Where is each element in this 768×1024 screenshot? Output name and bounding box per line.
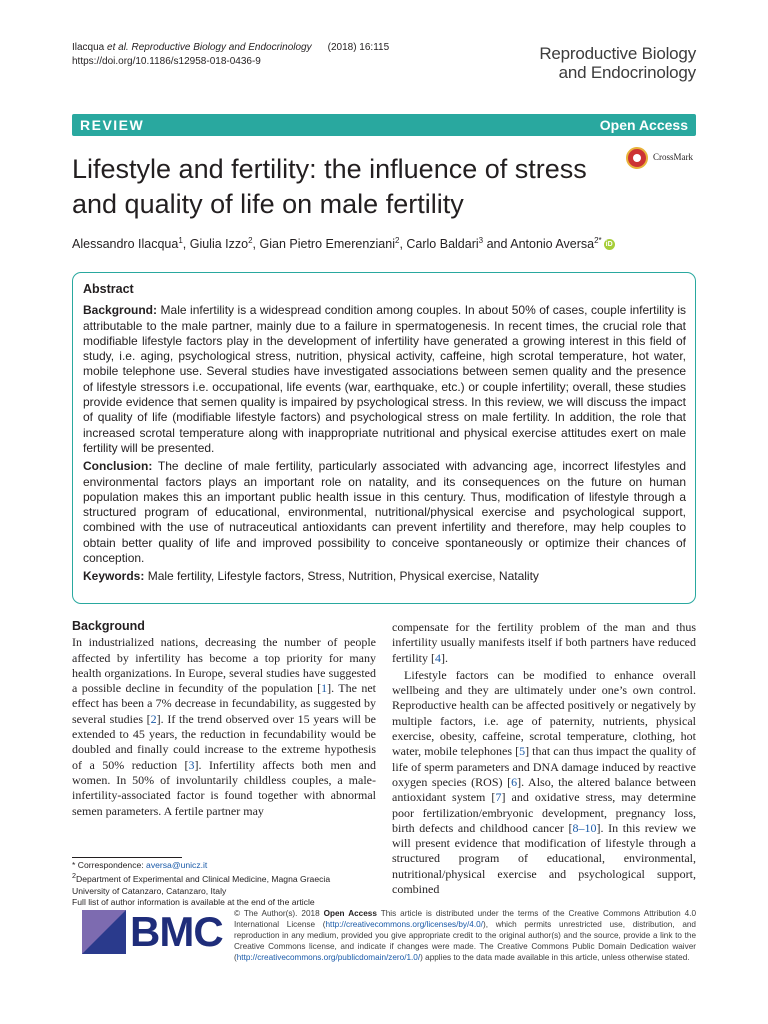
citation-link[interactable]: 8–10: [572, 820, 597, 835]
abstract-conclusion-label: Conclusion:: [83, 459, 153, 474]
citation-link[interactable]: 4: [434, 650, 441, 665]
bmc-logo: [82, 908, 223, 958]
body-text: Lifestyle factors can be modified to enhance overall wellbeing and they are ultimately under one’s own control. Reproductive health can be affected positively or negatively by multiple factors, i.e. age of paternity, nutrients, physical exercise, obesity, caffeine, scrotal temperature, clothing, hot water, mobile telephones [: [392, 667, 696, 759]
citation-year: (2018) 16:115: [327, 42, 390, 53]
footnote: [72, 860, 376, 908]
body-paragraph: [392, 668, 696, 897]
abstract-conclusion: [83, 459, 686, 566]
affiliation-line: [72, 871, 376, 885]
license-url-link[interactable]: http://creativecommons.org/publicdomain/zero/1.0/: [236, 953, 421, 962]
license-body: ), which permits unrestricted use, distribution, and reproduction in any medium, provided you give appropriate credit to the original author(s) and the source, provide a link to the Creative Commons license, and indicate if changes were made. The Creative Commons Public Domain Dedication waiver (: [234, 920, 696, 962]
body-text: ]. Also, the altered balance between antioxidant system [: [392, 774, 696, 805]
body-text: ] and oxidative stress, may determine poor fertilization/embryonic development, pregnancy loss, birth defects and childhood cancer [: [392, 790, 696, 835]
license-text: [234, 908, 696, 963]
citation-link[interactable]: 6: [511, 774, 518, 789]
author-affiliation: 1: [178, 236, 183, 245]
license-url-link[interactable]: http://creativecommons.org/licenses/by/4.0/: [325, 920, 483, 929]
journal-name: [539, 44, 696, 82]
abstract-keywords: [83, 569, 686, 584]
body-paragraph: [72, 635, 376, 819]
article-title: Lifestyle and fertility: the influence of stress and quality of life on male fertility: [72, 154, 587, 219]
citation-header: [72, 41, 389, 69]
affiliation-number: 2: [72, 872, 76, 881]
orcid-icon[interactable]: iD: [605, 241, 613, 249]
author-list: [72, 233, 696, 252]
body-text: ] that can thus impact the quality of life of sperm parameters and DNA damage induced by reactive oxygen species (ROS) [: [392, 744, 696, 789]
license-body: This article is distributed under the terms of the Creative Commons Attribution 4.0 International License (: [234, 909, 696, 929]
license-body: ) applies to the data made available in this article, unless otherwise stated.: [420, 953, 690, 962]
article-type-label: REVIEW: [80, 117, 145, 133]
body-left-column: [72, 619, 376, 819]
author-name: Antonio Aversa: [510, 237, 595, 252]
bmc-logo-icon: [82, 910, 126, 954]
crossmark-icon: [626, 147, 648, 169]
citation-link[interactable]: 5: [519, 744, 526, 759]
journal-name-line2: and Endocrinology: [558, 63, 696, 82]
abstract-background: [83, 303, 686, 456]
open-access-label: Open Access: [599, 117, 688, 133]
citation-link[interactable]: 3: [188, 757, 195, 772]
author-affiliation: 2*: [594, 236, 602, 245]
author-separator-and: and: [483, 237, 511, 252]
keywords-text: Male fertility, Lifestyle factors, Stress, Nutrition, Physical exercise, Natality: [144, 569, 539, 584]
body-right-column: [392, 620, 696, 897]
author-name: Gian Pietro Emerenziani: [259, 237, 395, 252]
abstract-box: [72, 272, 696, 604]
abstract-heading: Abstract: [83, 282, 134, 296]
license-open-access: Open Access: [323, 909, 377, 918]
citation-etal: et al.: [107, 42, 129, 53]
abstract-background-text: Male infertility is a widespread condition among couples. In about 50% of cases, couple infertility is attributable to the male partner, mainly due to a failure in spermatogenesis. In recent times, the crucial role that modifiable lifestyle factors play in the development of infertility have generated a growing interest in this field of study, i.e. aging, psychological stress, nutrition, physical activity, caffeine, high scrotal temperature, hot water, mobile telephone use. Several studies have investigated associations between semen quality and the presence of lifestyle stressors i.e. occupational, life events (war, earthquake, etc.) or couple infertility; overall, these studies provide evidence that semen quality is impaired by psychological stress. In this review, we will discuss the impact of quality of life (modifiable lifestyle factors) and psychological stress on male fertility. In addition, the role that increased scrotal temperature along with inappropriate nutritional and physical exercise attitudes exert on male fertility will be presented.: [83, 303, 686, 455]
affiliation-line2: University of Catanzaro, Catanzaro, Italy: [72, 885, 227, 896]
author-name: Carlo Baldari: [406, 237, 479, 252]
author-affiliation: 3: [478, 236, 484, 245]
license-copyright: © The Author(s). 2018: [234, 909, 324, 918]
footnote-divider: [72, 857, 182, 858]
author-name: Giulia Izzo: [189, 237, 249, 252]
author-separator: ,: [252, 237, 260, 252]
citation-link[interactable]: 1: [321, 681, 328, 696]
body-paragraph: [392, 620, 696, 666]
citation-link[interactable]: 2: [150, 711, 157, 726]
doi-link[interactable]: https://doi.org/10.1186/s12958-018-0436-9: [72, 56, 261, 67]
bmc-logo-text: BMC: [130, 908, 223, 955]
author-affiliation: 2: [394, 236, 400, 245]
affiliation-text: Department of Experimental and Clinical Medicine, Magna Graecia: [75, 874, 331, 885]
body-text: ]. Infertility affects both men and women. In 50% of involuntarily childless couples, a male-infertility-associated factor is found together with abnormal semen parameters. A fertile partner may: [72, 757, 376, 818]
author-name: Alessandro Ilacqua: [72, 237, 179, 252]
body-text: compensate for the fertility problem of the man and thus infertility usually manifests itself if both partners have reduced fertility [: [392, 620, 696, 665]
citation-authors: Ilacqua: [72, 42, 105, 53]
author-info-note: Full list of author information is available at the end of the article: [72, 897, 315, 908]
section-heading-background: Background: [72, 619, 145, 633]
correspondence-email[interactable]: aversa@unicz.it: [146, 860, 208, 870]
body-text: In industrialized nations, decreasing the number of people affected by infertility has become a top priority for many health organizations. In Europe, several studies have suggested a possible decline in fecundity of the population [: [72, 635, 376, 696]
abstract-conclusion-text: The decline of male fertility, particularly associated with advancing age, incorrect lifestyles and environmental factors plays an important role on natality, and its consequences on the future on human population makes this an important public health issue in this century. Thus, modification of lifestyle through a structured program of educational, environmental, nutritional/physical exercise and psychological support, combined with the use of nutraceutical antioxidants can prevent infertility and therefore, may help couples to obtain better quality of life and improved possibility to conceive spontaneously or optimize their chances of conception.: [83, 459, 686, 566]
crossmark-badge[interactable]: [626, 147, 706, 171]
abstract-background-label: Background:: [83, 303, 158, 318]
body-text: ]. In this review we will present evidence that modification of lifestyle through a structured program of educational, environmental, nutritional/physical exercise and psychological support, combined: [392, 820, 696, 897]
journal-name-line1: Reproductive Biology: [539, 44, 696, 63]
body-text: ]. If the trend observed over 15 years will be extended to 45 years, the reduction in fecundability would be doubled and finally could increase to the extreme hypothesis of a 50% reduction [: [72, 711, 377, 772]
article-type-banner: [72, 114, 696, 136]
author-separator: ,: [182, 237, 190, 252]
correspondence-line: [72, 860, 376, 871]
body-text: ].: [440, 650, 448, 665]
crossmark-label: CrossMark: [653, 152, 693, 162]
keywords-label: Keywords:: [83, 569, 145, 584]
body-text: ]. The net effect has been a 7% decrease in fecundability, as suggested by several studies [: [72, 681, 376, 726]
correspondence-label: * Correspondence:: [72, 860, 147, 870]
author-separator: ,: [399, 237, 407, 252]
author-affiliation: 2: [248, 236, 253, 245]
citation-journal: Reproductive Biology and Endocrinology: [131, 42, 312, 53]
citation-link[interactable]: 7: [495, 790, 502, 805]
